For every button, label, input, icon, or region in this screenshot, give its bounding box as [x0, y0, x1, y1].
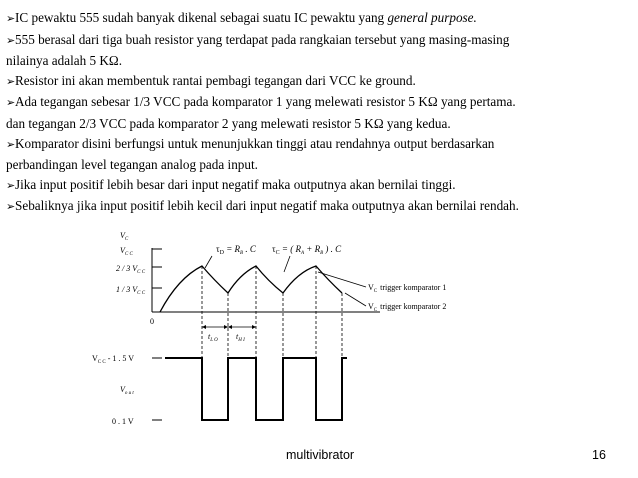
bullet-arrow-icon: ➢	[6, 97, 16, 110]
bullet-arrow-icon: ➢	[6, 34, 16, 47]
bullet-5-line-2: perbandingan level tegangan analog pada input.	[6, 157, 258, 173]
vout-label: $V_{o u t}$	[120, 385, 134, 396]
bullet-3-text: Resistor ini akan membentuk rantai pembagi tegangan dari VCC ke ground.	[15, 72, 416, 88]
bullet-1-text: IC pewaktu 555 sudah banyak dikenal sebagai suatu IC pewaktu yang	[15, 10, 388, 25]
bullet-4-line-2: dan tegangan 2/3 VCC pada komparator 2 yang melewati resistor 5 KΩ yang kedua.	[6, 115, 451, 131]
capacitor-voltage-curve	[160, 266, 342, 312]
tau-c-arrow	[284, 256, 290, 272]
trigger-1-pointer	[318, 272, 366, 287]
t-hi-label: $t_{H I}$	[236, 332, 245, 343]
bullet-arrow-icon: ➢	[6, 138, 16, 151]
two-thirds-label: 2 / 3 $V_{C C}$	[116, 264, 146, 275]
tau-d-arrow	[205, 256, 212, 268]
bullet-1-emphasis: general purpose.	[387, 10, 477, 25]
bullet-2-line-1: 555 berasal dari tiga buah resistor yang terdapat pada rangkaian tersebut yang masing-masing	[15, 31, 510, 47]
low-level-label: 0 . 1 V	[112, 417, 134, 426]
page-number: 16	[592, 448, 606, 462]
bullet-arrow-icon: ➢	[6, 179, 16, 192]
t-lo-label: $t_{L O}$	[208, 332, 218, 343]
bullet-7-text: Sebaliknya jika input positif lebih kecil dari input negatif maka outputnya akan bernilai rendah.	[15, 198, 519, 214]
bullet-5-line-1: Komparator disini berfungsi untuk menunjukkan tinggi atau rendahnya output berdasarkan	[15, 135, 495, 151]
vcc-high-label: $V_{C C} - 1$ . 5 V	[92, 354, 134, 365]
origin-label: 0	[150, 317, 154, 326]
vcc-label: $V_{C C}$	[120, 246, 133, 257]
bullet-arrow-icon: ➢	[6, 13, 16, 25]
one-third-label: 1 / 3 $V_{C C}$	[116, 285, 146, 296]
trigger-2-label: $V_C$ trigger komparator 2	[368, 302, 447, 313]
tau-c-label: $\tau_C$ = ( $R_A + R_B$ ) . C	[272, 244, 342, 256]
bullet-arrow-icon: ➢	[6, 201, 16, 214]
bullet-arrow-icon: ➢	[6, 75, 16, 88]
output-square-wave	[165, 358, 347, 420]
tau-d-label: $\tau_D = R_B$ . C	[216, 244, 256, 256]
vc-label: $V_C$	[120, 231, 129, 242]
bullet-4-line-1: Ada tegangan sebesar 1/3 VCC pada komparator 1 yang melewati resistor 5 KΩ yang pertama.	[15, 94, 516, 110]
trigger-2-pointer	[345, 293, 366, 306]
bullet-2-line-2: nilainya adalah 5 KΩ.	[6, 53, 122, 69]
footer-title: multivibrator	[286, 448, 355, 462]
bullet-6-text: Jika input positif lebih besar dari input negatif maka outputnya akan bernilai tinggi.	[15, 176, 456, 192]
trigger-1-label: $V_C$ trigger komparator 1	[368, 283, 447, 294]
